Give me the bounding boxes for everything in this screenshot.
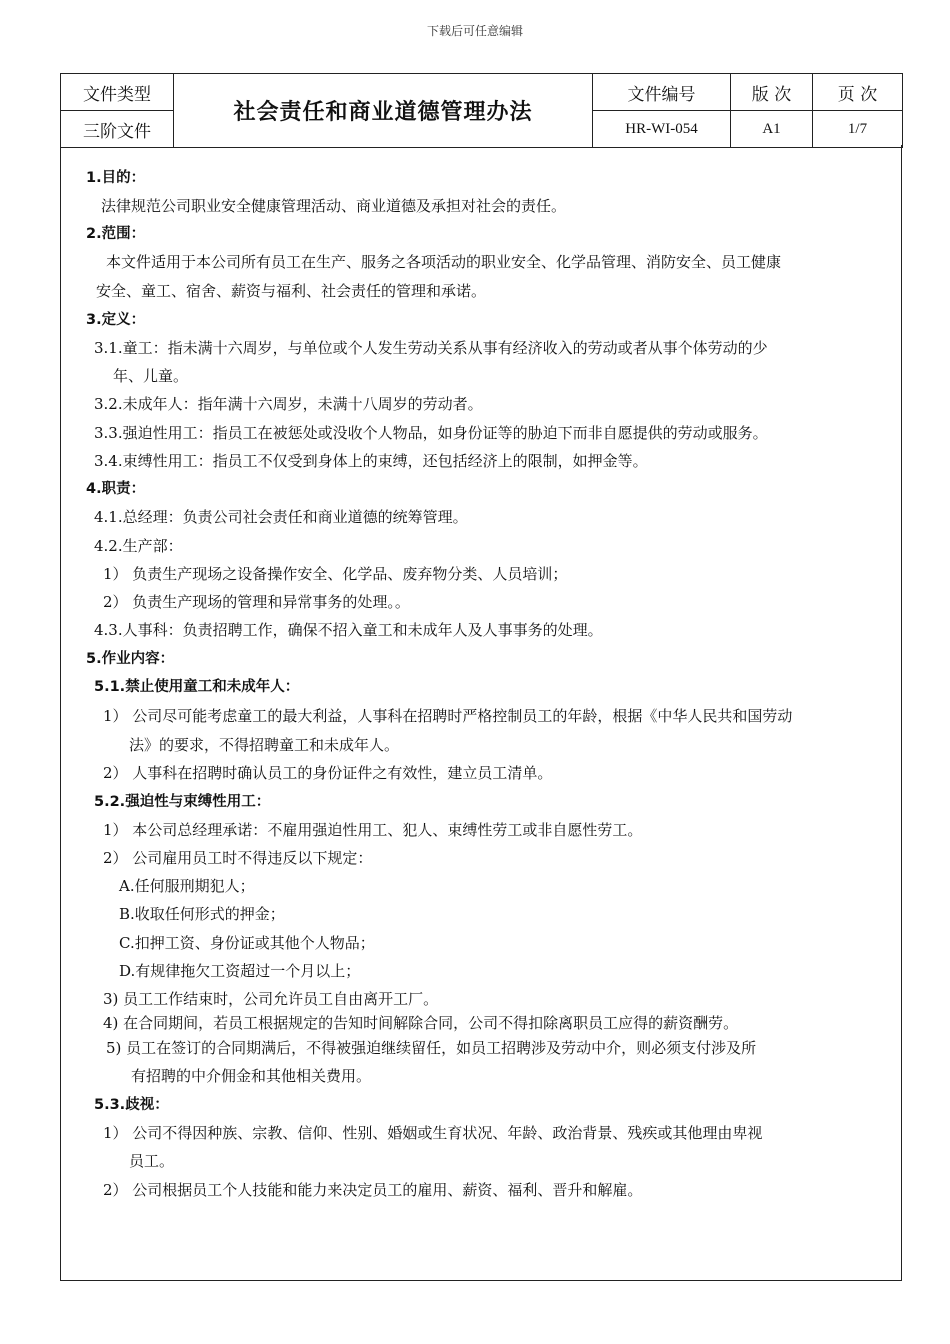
body-line: 1） 公司不得因种族、宗教、信仰、性别、婚姻或生育状况、年龄、政治背景、残疾或其他理由卑视 [103,1124,763,1142]
body-line: A.任何服刑期犯人； [119,877,255,895]
document-body [60,145,902,1281]
document-header-table [60,73,903,148]
body-line: 3.2.未成年人：指年满十六周岁，未满十八周岁的劳动者。 [94,395,483,413]
page-label: 页 次 [813,74,903,111]
body-line: 本文件适用于本公司所有员工在生产、服务之各项活动的职业安全、化学品管理、消防安全、员工健康 [106,253,782,271]
doc-number-value: HR-WI-054 [593,111,731,148]
subsection-heading-child-labor: 5.1.禁止使用童工和未成年人： [94,679,300,695]
doc-type-value: 三阶文件 [61,111,174,148]
body-line: 4.3.人事科：负责招聘工作，确保不招入童工和未成年人及人事事务的处理。 [94,621,603,639]
body-line: 员工。 [129,1152,175,1170]
body-line: 3.4.束缚性用工：指员工不仅受到身体上的束缚，还包括经济上的限制，如押金等。 [94,452,648,470]
body-line: 4.1.总经理：负责公司社会责任和商业道德的统筹管理。 [94,508,468,526]
version-label: 版 次 [731,74,813,111]
top-note: 下载后可任意编辑 [426,24,523,38]
body-line: 1） 本公司总经理承诺：不雇用强迫性用工、犯人、束缚性劳工或非自愿性劳工。 [103,821,643,839]
doc-number-label: 文件编号 [593,74,731,111]
body-line: 安全、童工、宿舍、薪资与福利、社会责任的管理和承诺。 [96,282,487,300]
doc-type-label: 文件类型 [61,74,174,111]
section-heading-purpose: 1.目的： [86,170,146,186]
body-line: 年、儿童。 [113,367,189,385]
section-heading-procedures: 5.作业内容： [86,651,175,667]
document-title: 社会责任和商业道德管理办法 [174,74,593,148]
body-line: D.有规律拖欠工资超过一个月以上； [119,962,361,980]
body-line: 3) 员工工作结束时，公司允许员工自由离开工厂。 [103,990,439,1008]
section-heading-definitions: 3.定义： [86,312,146,328]
section-heading-responsibilities: 4.职责： [86,481,146,497]
body-line: 5) 员工在签订的合同期满后，不得被强迫继续留任，如员工招聘涉及劳动中介，则必须支付涉及所 [106,1039,757,1057]
body-line: 2） 公司雇用员工时不得违反以下规定： [103,849,373,867]
subsection-heading-discrimination: 5.3.歧视： [94,1097,169,1113]
body-line: 3.3.强迫性用工：指员工在被惩处或没收个人物品，如身份证等的胁迫下而非自愿提供的劳动或服务。 [94,424,768,442]
body-line: 1） 公司尽可能考虑童工的最大利益，人事科在招聘时严格控制员工的年龄，根据《中华人民共和国劳动 [103,707,793,725]
body-line: C.扣押工资、身份证或其他个人物品； [119,934,375,952]
body-line: 3.1.童工：指未满十六周岁，与单位或个人发生劳动关系从事有经济收入的劳动或者从事个体劳动的少 [94,339,768,357]
version-value: A1 [731,111,813,148]
body-line: 2） 负责生产现场的管理和异常事务的处理。。 [103,593,410,611]
body-line: B.收取任何形式的押金； [119,905,285,923]
body-line: 4.2.生产部： [94,537,183,555]
page-value: 1/7 [813,111,903,148]
body-line: 2） 公司根据员工个人技能和能力来决定员工的雇用、薪资、福利、晋升和解雇。 [103,1181,643,1199]
section-heading-scope: 2.范围： [86,226,146,242]
body-line: 法律规范公司职业安全健康管理活动、商业道德及承担对社会的责任。 [101,197,567,215]
subsection-heading-forced-labor: 5.2.强迫性与束缚性用工： [94,794,271,810]
body-line: 法》的要求，不得招聘童工和未成年人。 [129,736,400,754]
body-line: 1） 负责生产现场之设备操作安全、化学品、废弃物分类、人员培训； [103,565,568,583]
body-line: 有招聘的中介佣金和其他相关费用。 [131,1067,372,1085]
body-line: 2） 人事科在招聘时确认员工的身份证件之有效性，建立员工清单。 [103,764,553,782]
body-line: 4) 在合同期间，若员工根据规定的告知时间解除合同，公司不得扣除离职员工应得的薪资酬劳。 [103,1014,739,1032]
